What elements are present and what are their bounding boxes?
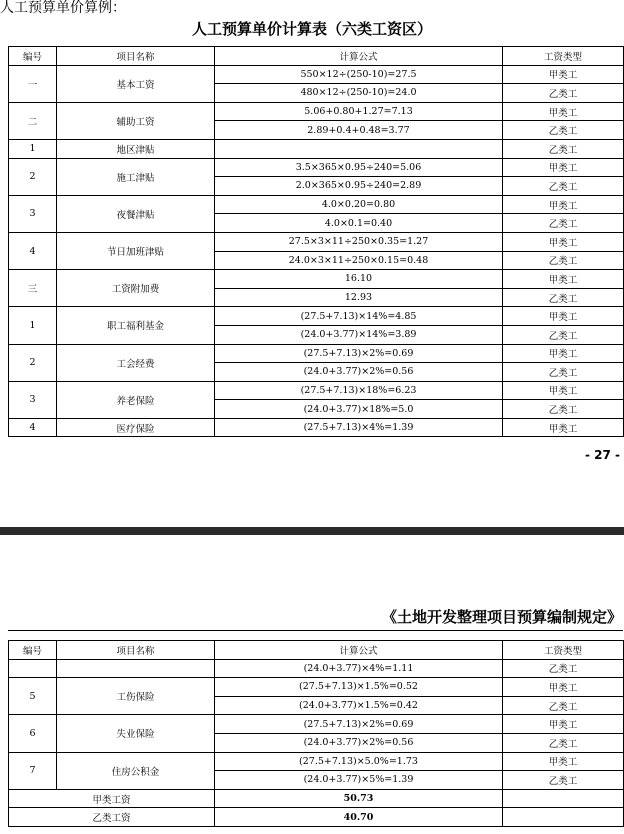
item-number: 三	[9, 270, 57, 307]
wage-type-cell: 甲类工	[503, 307, 624, 326]
formula-cell: 4.0×0.1=0.40	[215, 214, 503, 233]
header-no: 编号	[9, 641, 57, 660]
wage-type-cell: 甲类工	[503, 678, 624, 697]
item-name: 住房公积金	[57, 752, 215, 789]
formula-cell: (24.0+3.77)×14%=3.89	[215, 325, 503, 344]
table-row	[9, 270, 624, 289]
item-number: 二	[9, 102, 57, 139]
formula-cell: 550×12÷(250-10)=27.5	[215, 65, 503, 84]
table-row	[9, 418, 624, 437]
total-value: 50.73	[215, 789, 503, 808]
item-name: 工资附加费	[57, 270, 215, 307]
item-number: 4	[9, 418, 57, 437]
header-formula: 计算公式	[215, 641, 503, 660]
item-name: 地区津贴	[57, 139, 215, 158]
item-name: 养老保险	[57, 381, 215, 418]
formula-cell: (27.5+7.13)×5.0%=1.73	[215, 752, 503, 771]
table-row	[9, 659, 624, 678]
item-name: 职工福利基金	[57, 307, 215, 344]
item-name: 工会经费	[57, 344, 215, 381]
item-number: 6	[9, 715, 57, 752]
item-number: 5	[9, 678, 57, 715]
wage-table-continued	[8, 640, 624, 827]
formula-cell: (24.0+3.77)×18%=5.0	[215, 400, 503, 419]
table-row	[9, 139, 624, 158]
table-row	[9, 102, 624, 121]
wage-type-cell: 乙类工	[503, 139, 624, 158]
table-row	[9, 307, 624, 326]
item-number: 4	[9, 232, 57, 269]
item-number: 7	[9, 752, 57, 789]
wage-type-cell: 甲类工	[503, 344, 624, 363]
formula-cell: (27.5+7.13)×4%=1.39	[215, 418, 503, 437]
page-divider	[0, 527, 624, 535]
table-row	[9, 752, 624, 771]
wage-type-cell: 甲类工	[503, 752, 624, 771]
total-value: 40.70	[215, 808, 503, 827]
wage-type-cell: 甲类工	[503, 195, 624, 214]
formula-cell	[215, 139, 503, 158]
wage-type-cell: 甲类工	[503, 418, 624, 437]
item-number: 3	[9, 381, 57, 418]
item-number: 2	[9, 344, 57, 381]
page-number: - 27 -	[584, 448, 620, 462]
intro-text: 人工预算单价算例：	[0, 0, 126, 16]
wage-type-cell: 乙类工	[503, 659, 624, 678]
formula-cell: 16.10	[215, 270, 503, 289]
header-formula: 计算公式	[215, 47, 503, 66]
item-number: 3	[9, 195, 57, 232]
formula-cell: (27.5+7.13)×18%=6.23	[215, 381, 503, 400]
formula-cell: 24.0×3×11÷250×0.15=0.48	[215, 251, 503, 270]
formula-cell: (24.0+3.77)×4%=1.11	[215, 659, 503, 678]
table-row	[9, 678, 624, 697]
total-label: 乙类工资	[9, 808, 215, 827]
wage-type-cell: 甲类工	[503, 65, 624, 84]
wage-type-cell: 甲类工	[503, 232, 624, 251]
wage-type-cell: 乙类工	[503, 121, 624, 140]
wage-type-cell: 乙类工	[503, 214, 624, 233]
item-name: 工伤保险	[57, 678, 215, 715]
item-number: 一	[9, 65, 57, 102]
formula-cell: (24.0+3.77)×1.5%=0.42	[215, 696, 503, 715]
item-name	[57, 659, 215, 678]
item-name: 基本工资	[57, 65, 215, 102]
item-name: 施工津贴	[57, 158, 215, 195]
table-row	[9, 344, 624, 363]
formula-cell: (24.0+3.77)×2%=0.56	[215, 733, 503, 752]
formula-cell: (27.5+7.13)×1.5%=0.52	[215, 678, 503, 697]
wage-type-cell: 乙类工	[503, 288, 624, 307]
wage-type-cell: 甲类工	[503, 381, 624, 400]
header-wage-type: 工资类型	[503, 47, 624, 66]
formula-cell: 2.0×365×0.95÷240=2.89	[215, 177, 503, 196]
item-name: 失业保险	[57, 715, 215, 752]
table-title: 人工预算单价计算表（六类工资区）	[191, 20, 432, 38]
wage-type-cell: 乙类工	[503, 696, 624, 715]
formula-cell: (24.0+3.77)×5%=1.39	[215, 771, 503, 790]
formula-cell: 27.5×3×11÷250×0.35=1.27	[215, 232, 503, 251]
item-number: 1	[9, 307, 57, 344]
table-row	[9, 381, 624, 400]
wage-type-cell: 乙类工	[503, 400, 624, 419]
table-row	[9, 232, 624, 251]
wage-type-cell: 乙类工	[503, 733, 624, 752]
formula-cell: 12.93	[215, 288, 503, 307]
total-row	[9, 808, 624, 827]
item-number	[9, 659, 57, 678]
wage-type-cell: 乙类工	[503, 84, 624, 103]
empty-cell	[503, 808, 624, 827]
empty-cell	[503, 789, 624, 808]
item-name: 医疗保险	[57, 418, 215, 437]
wage-type-cell: 乙类工	[503, 771, 624, 790]
wage-type-cell: 乙类工	[503, 363, 624, 382]
wage-type-cell: 甲类工	[503, 270, 624, 289]
total-label: 甲类工资	[9, 789, 215, 808]
header-no: 编号	[9, 47, 57, 66]
header-wage-type: 工资类型	[503, 641, 624, 660]
total-row	[9, 789, 624, 808]
header-item-name: 项目名称	[57, 641, 215, 660]
formula-cell: (27.5+7.13)×2%=0.69	[215, 344, 503, 363]
table-row	[9, 158, 624, 177]
table-row	[9, 715, 624, 734]
header-item-name: 项目名称	[57, 47, 215, 66]
item-number: 2	[9, 158, 57, 195]
wage-type-cell: 甲类工	[503, 715, 624, 734]
document-title: 《土地开发整理项目预算编制规定》	[381, 608, 622, 626]
formula-cell: (27.5+7.13)×14%=4.85	[215, 307, 503, 326]
formula-cell: (27.5+7.13)×2%=0.69	[215, 715, 503, 734]
item-name: 辅助工资	[57, 102, 215, 139]
wage-type-cell: 乙类工	[503, 251, 624, 270]
wage-type-cell: 乙类工	[503, 325, 624, 344]
wage-type-cell: 乙类工	[503, 177, 624, 196]
formula-cell: 480×12÷(250-10)=24.0	[215, 84, 503, 103]
table-row	[9, 65, 624, 84]
wage-table-page-27	[8, 46, 624, 437]
wage-type-cell: 甲类工	[503, 102, 624, 121]
header-rule	[8, 630, 623, 631]
item-name: 节日加班津贴	[57, 232, 215, 269]
item-name: 夜餐津贴	[57, 195, 215, 232]
table-row	[9, 195, 624, 214]
formula-cell: 5.06+0.80+1.27=7.13	[215, 102, 503, 121]
wage-type-cell: 甲类工	[503, 158, 624, 177]
formula-cell: (24.0+3.77)×2%=0.56	[215, 363, 503, 382]
formula-cell: 3.5×365×0.95÷240=5.06	[215, 158, 503, 177]
formula-cell: 2.89+0.4+0.48=3.77	[215, 121, 503, 140]
formula-cell: 4.0×0.20=0.80	[215, 195, 503, 214]
item-number: 1	[9, 139, 57, 158]
